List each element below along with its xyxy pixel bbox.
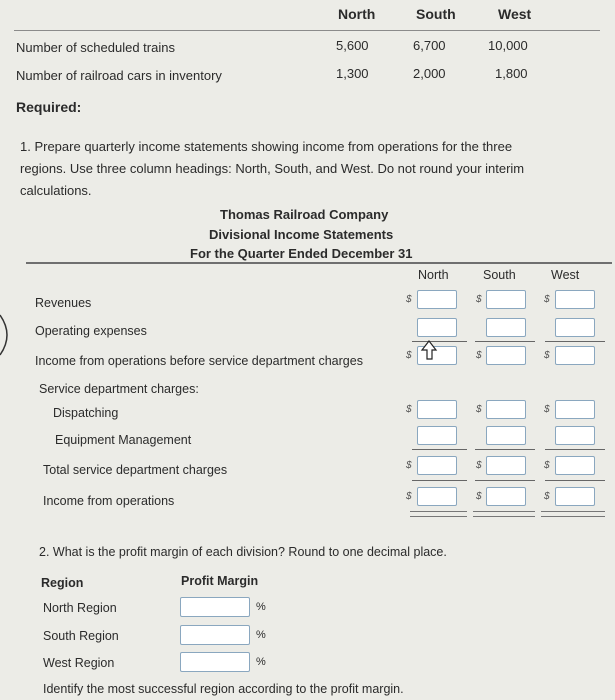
north-margin-input[interactable] xyxy=(180,597,250,617)
percent-sign: % xyxy=(256,629,266,641)
trains-north: 5,600 xyxy=(336,38,369,53)
dollar-sign: $ xyxy=(544,350,550,361)
income-ops-north-input[interactable] xyxy=(417,487,457,506)
cars-north: 1,300 xyxy=(336,66,369,81)
stmt-col-north: North xyxy=(418,268,449,282)
col-header-west: West xyxy=(498,6,532,22)
subtotal-line xyxy=(475,480,535,481)
trains-west: 10,000 xyxy=(488,38,528,53)
statement-divider xyxy=(26,262,612,264)
double-underline xyxy=(473,511,535,517)
header-divider xyxy=(14,30,600,31)
statement-period: For the Quarter Ended December 31 xyxy=(190,246,413,261)
dollar-sign: $ xyxy=(476,404,482,415)
subtotal-line xyxy=(545,449,605,450)
dollar-sign: $ xyxy=(476,350,482,361)
north-region-label: North Region xyxy=(43,601,117,615)
label-total-service: Total service department charges xyxy=(43,463,228,477)
statement-title: Divisional Income Statements xyxy=(209,227,394,242)
label-income-before: Income from operations before service department charges xyxy=(35,354,363,368)
stmt-col-west: West xyxy=(551,268,580,282)
dollar-sign: $ xyxy=(406,404,412,415)
income-ops-west-input[interactable] xyxy=(555,487,595,506)
cars-west: 1,800 xyxy=(495,66,528,81)
col-header-south: South xyxy=(416,6,456,22)
row-label-cars: Number of railroad cars in inventory xyxy=(16,68,222,83)
percent-sign: % xyxy=(256,656,266,668)
west-region-label: West Region xyxy=(43,656,115,670)
question-1-line: regions. Use three column headings: North, South, and West. Do not round your interim xyxy=(20,161,525,176)
subtotal-line xyxy=(545,480,605,481)
percent-sign: % xyxy=(256,601,266,613)
dollar-sign: $ xyxy=(406,460,412,471)
label-revenues: Revenues xyxy=(35,296,92,310)
dollar-sign: $ xyxy=(544,460,550,471)
revenues-south-input[interactable] xyxy=(486,290,526,309)
dollar-sign: $ xyxy=(544,294,550,305)
income-before-south-input[interactable] xyxy=(486,346,526,365)
dollar-sign: $ xyxy=(544,404,550,415)
income-ops-south-input[interactable] xyxy=(486,487,526,506)
south-region-label: South Region xyxy=(43,629,119,643)
revenues-west-input[interactable] xyxy=(555,290,595,309)
subtotal-line xyxy=(475,449,535,450)
opex-north-input[interactable] xyxy=(417,318,457,337)
trains-south: 6,700 xyxy=(413,38,446,53)
dollar-sign: $ xyxy=(406,294,412,305)
opex-west-input[interactable] xyxy=(555,318,595,337)
label-income-ops: Income from operations xyxy=(43,494,175,508)
total-service-south-input[interactable] xyxy=(486,456,526,475)
bracket-arc-icon xyxy=(0,313,16,357)
dispatching-west-input[interactable] xyxy=(555,400,595,419)
identify-instruction: Identify the most successful region according to the profit margin. xyxy=(43,682,404,696)
dollar-sign: $ xyxy=(544,491,550,502)
revenues-north-input[interactable] xyxy=(417,290,457,309)
total-service-north-input[interactable] xyxy=(417,456,457,475)
company-name: Thomas Railroad Company xyxy=(220,207,389,222)
col-header-north: North xyxy=(338,6,376,22)
mouse-cursor-icon xyxy=(420,340,440,362)
subtotal-line xyxy=(545,341,605,342)
double-underline xyxy=(541,511,605,517)
question-2: 2. What is the profit margin of each division? Round to one decimal place. xyxy=(39,545,447,559)
dispatching-north-input[interactable] xyxy=(417,400,457,419)
opex-south-input[interactable] xyxy=(486,318,526,337)
double-underline xyxy=(410,511,467,517)
row-label-trains: Number of scheduled trains xyxy=(16,40,175,55)
required-label: Required: xyxy=(16,99,82,115)
dollar-sign: $ xyxy=(476,491,482,502)
label-equipment: Equipment Management xyxy=(55,433,192,447)
label-service-charges: Service department charges: xyxy=(39,382,199,396)
equipment-south-input[interactable] xyxy=(486,426,526,445)
region-header: Region xyxy=(41,576,84,590)
label-operating-expenses: Operating expenses xyxy=(35,324,147,338)
income-before-west-input[interactable] xyxy=(555,346,595,365)
subtotal-line xyxy=(412,449,467,450)
equipment-west-input[interactable] xyxy=(555,426,595,445)
west-margin-input[interactable] xyxy=(180,652,250,672)
dollar-sign: $ xyxy=(476,460,482,471)
equipment-north-input[interactable] xyxy=(417,426,457,445)
dollar-sign: $ xyxy=(406,350,412,361)
question-1 xyxy=(20,136,524,202)
total-service-west-input[interactable] xyxy=(555,456,595,475)
question-1-line: calculations. xyxy=(20,183,92,198)
question-1-line: 1. Prepare quarterly income statements showing income from operations for the three xyxy=(20,139,513,154)
dispatching-south-input[interactable] xyxy=(486,400,526,419)
dollar-sign: $ xyxy=(406,491,412,502)
label-dispatching: Dispatching xyxy=(53,406,119,420)
profit-margin-header: Profit Margin xyxy=(181,574,259,588)
south-margin-input[interactable] xyxy=(180,625,250,645)
cars-south: 2,000 xyxy=(413,66,446,81)
subtotal-line xyxy=(475,341,535,342)
dollar-sign: $ xyxy=(476,294,482,305)
stmt-col-south: South xyxy=(483,268,516,282)
subtotal-line xyxy=(412,480,467,481)
